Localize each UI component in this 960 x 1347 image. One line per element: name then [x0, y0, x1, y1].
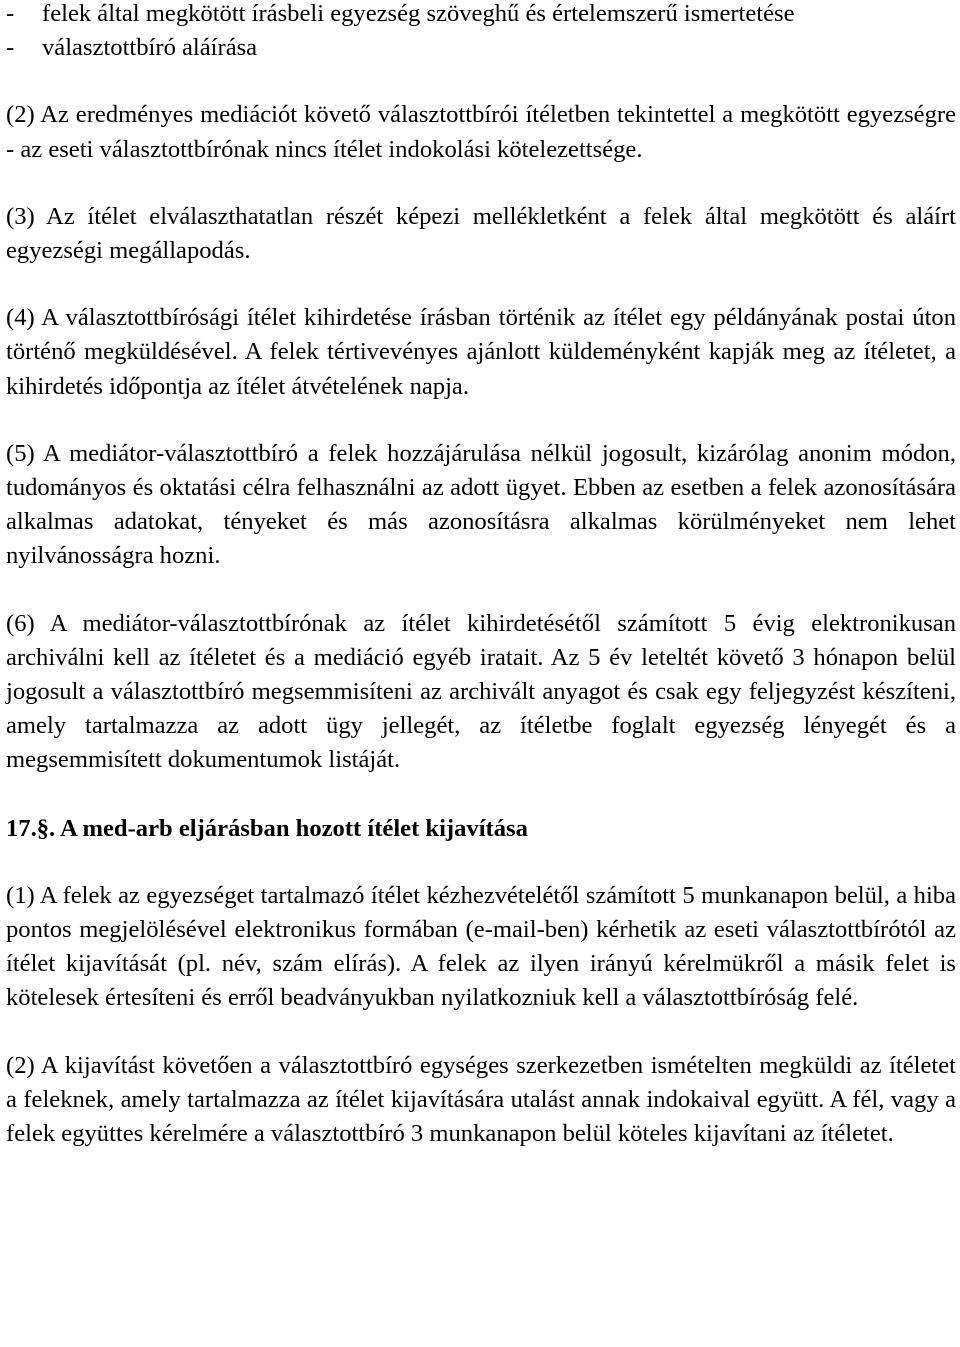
- list-item-text: választottbíró aláírása: [42, 34, 258, 62]
- list-marker: -: [6, 0, 15, 27]
- document-page: [6, 0, 956, 1151]
- paragraph-5: (5) A mediátor-választottbíró a felek hozzájárulása nélkül jogosult, kizárólag anonim módon, tudományos és oktatási célra felhasználni az adott ügyet. Ebben az esetben a felek azonosítására alkalmas adatokat, tényeket és más azonosításra alkalmas körülményeket nem lehet nyilvánosságra hozni.: [6, 439, 956, 570]
- section-paragraph-1: (1) A felek az egyezséget tartalmazó ítélet kézhezvételétől számított 5 munkanapon belül, a hiba pontos megjelölésével elektronikus formában (e-mail-ben) kérhetik az eseti választottbírótól az ítélet kijavítását (pl. név, szám elírás). A felek az ilyen irányú kérelmükről a másik felet is kötelesek értesíteni és erről beadványukban nyilatkozniuk kell a választottbíróság felé.: [6, 881, 956, 1012]
- list-marker: -: [6, 34, 15, 62]
- paragraph-6: (6) A mediátor-választottbírónak az ítélet kihirdetésétől számított 5 évig elektronikusan archiválni kell az ítéletet és a mediáció egyéb iratait. Az 5 év leteltét követő 3 hónapon belül jogosult a választottbíró megsemmisíteni az archivált anyagot és csak egy feljegyzést készíteni, amely tartalmazza az adott ügy jellegét, az ítéletbe foglalt egyezség lényegét és a megsemmisített dokumentumok listáját.: [6, 609, 956, 774]
- list-item-text: felek által megkötött írásbeli egyezség szöveghű és értelemszerű ismertetése: [42, 0, 795, 27]
- paragraph-2: (2) Az eredményes mediációt követő választottbírói ítéletben tekintettel a megkötött egyezségre - az eseti választottbírónak nincs ítélet indokolási kötelezettsége.: [6, 101, 956, 163]
- paragraph-3: (3) Az ítélet elválaszthatatlan részét képezi mellékletként a felek által megkötött és aláírt egyezségi megállapodás.: [6, 202, 956, 265]
- paragraph-4: (4) A választottbírósági ítélet kihirdetése írásban történik az ítélet egy példányának postai úton történő megküldésével. A felek tértivevényes ajánlott küldeményként kapják meg az ítéletet, a kihirdetés időpontja az ítélet átvételének napja.: [6, 304, 956, 400]
- list-item: [6, 0, 956, 31]
- section-heading: 17.§. A med-arb eljárásban hozott ítélet kijavítása: [6, 814, 528, 842]
- list-item: [6, 31, 956, 65]
- section-paragraph-2: (2) A kijavítást követően a választottbíró egységes szerkezetben ismételten megküldi az ítéletet a feleknek, amely tartalmazza az ítélet kijavítására utalást annak indokaival együtt. A fél, vagy a felek együttes kérelmére a választottbíró 3 munkanapon belül köteles kijavítani az ítéletet.: [6, 1051, 956, 1148]
